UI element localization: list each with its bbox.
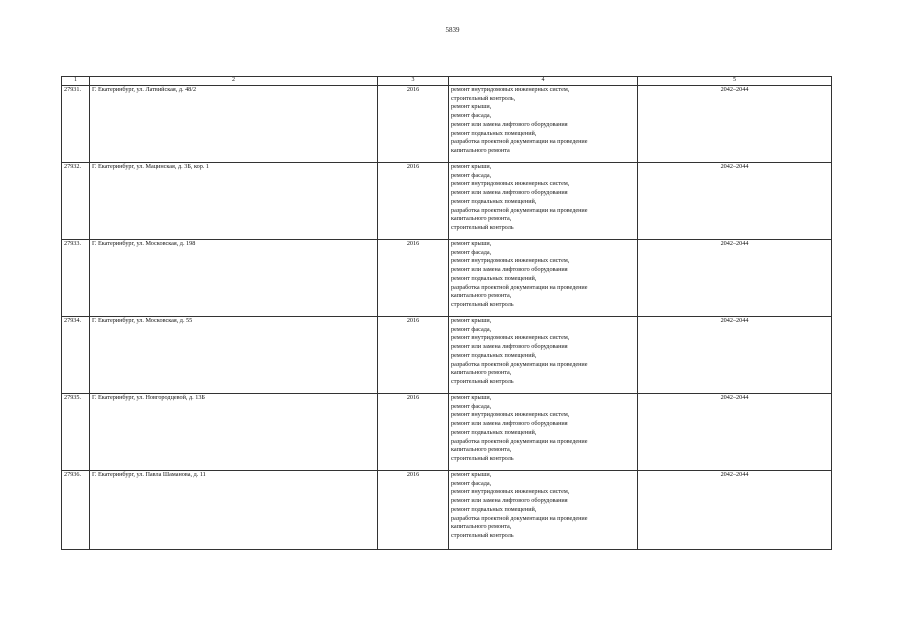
works-cell bbox=[449, 163, 638, 240]
period-cell: 2042–2044 bbox=[638, 317, 832, 394]
year-cell: 2016 bbox=[378, 240, 449, 317]
work-item: ремонт или замена лифтового оборудования bbox=[451, 343, 568, 351]
header-row bbox=[62, 77, 832, 86]
work-item: ремонт или замена лифтового оборудования bbox=[451, 189, 568, 197]
period-cell: 2042–2044 bbox=[638, 163, 832, 240]
work-item: капитального ремонта bbox=[451, 146, 510, 154]
year-cell: 2016 bbox=[378, 86, 449, 163]
work-item: ремонт фасада, bbox=[451, 112, 492, 120]
table-row bbox=[62, 317, 832, 394]
work-item: ремонт крыши, bbox=[451, 240, 492, 247]
header-col-2: 2 bbox=[90, 77, 378, 86]
work-item: разработка проектной документации на проведение bbox=[451, 514, 588, 522]
work-item: ремонт внутридомовых инженерных систем, bbox=[451, 334, 570, 342]
table-row bbox=[62, 86, 832, 163]
work-item: ремонт или замена лифтового оборудования bbox=[451, 120, 568, 128]
work-item: ремонт крыши, bbox=[451, 103, 492, 111]
work-item: ремонт или замена лифтового оборудования bbox=[451, 266, 568, 274]
period-cell: 2042–2044 bbox=[638, 394, 832, 471]
work-item: строительный контроль bbox=[451, 531, 514, 539]
page-number: 5839 bbox=[445, 26, 460, 34]
year-cell: 2016 bbox=[378, 317, 449, 394]
header-col-3: 3 bbox=[378, 77, 449, 86]
address-cell: Г. Екатеринбург, ул. Латвийская, д. 48/2 bbox=[90, 86, 378, 163]
work-item: ремонт фасада, bbox=[451, 325, 492, 333]
work-item: ремонт внутридомовых инженерных систем, bbox=[451, 86, 570, 93]
work-item: строительный контроль bbox=[451, 377, 514, 385]
table-row bbox=[62, 163, 832, 240]
work-item: ремонт крыши, bbox=[451, 394, 492, 401]
work-item: ремонт внутридомовых инженерных систем, bbox=[451, 180, 570, 188]
address-cell: Г. Екатеринбург, ул. Мацинская, д. 3Б, кор. 1 bbox=[90, 163, 378, 240]
work-item: ремонт фасада, bbox=[451, 479, 492, 487]
row-number: 27936. bbox=[62, 471, 90, 550]
work-item: ремонт фасада, bbox=[451, 171, 492, 179]
works-cell bbox=[449, 471, 638, 550]
address-cell: Г. Екатеринбург, ул. Московская, д. 198 bbox=[90, 240, 378, 317]
work-item: капитального ремонта, bbox=[451, 446, 512, 454]
year-cell: 2016 bbox=[378, 163, 449, 240]
address-cell: Г. Екатеринбург, ул. Новгородцевой, д. 13Б bbox=[90, 394, 378, 471]
work-item: ремонт подвальных помещений, bbox=[451, 505, 537, 513]
works-cell bbox=[449, 394, 638, 471]
table-row bbox=[62, 394, 832, 471]
repair-schedule-table bbox=[61, 76, 832, 550]
works-cell bbox=[449, 240, 638, 317]
works-cell bbox=[449, 317, 638, 394]
work-item: капитального ремонта, bbox=[451, 523, 512, 531]
work-item: ремонт подвальных помещений, bbox=[451, 428, 537, 436]
works-cell bbox=[449, 86, 638, 163]
work-item: строительный контроль bbox=[451, 300, 514, 308]
work-item: ремонт внутридомовых инженерных систем, bbox=[451, 257, 570, 265]
work-item: ремонт или замена лифтового оборудования bbox=[451, 420, 568, 428]
header-col-4: 4 bbox=[449, 77, 638, 86]
period-cell: 2042–2044 bbox=[638, 86, 832, 163]
header-col-1: 1 bbox=[62, 77, 90, 86]
table-row bbox=[62, 471, 832, 550]
work-item: ремонт подвальных помещений, bbox=[451, 351, 537, 359]
work-item: капитального ремонта, bbox=[451, 292, 512, 300]
work-item: ремонт подвальных помещений, bbox=[451, 274, 537, 282]
work-item: ремонт внутридомовых инженерных систем, bbox=[451, 488, 570, 496]
work-item: разработка проектной документации на проведение bbox=[451, 360, 588, 368]
work-item: строительный контроль bbox=[451, 223, 514, 231]
work-item: капитального ремонта, bbox=[451, 215, 512, 223]
table-body bbox=[62, 86, 832, 550]
row-number: 27935. bbox=[62, 394, 90, 471]
work-item: ремонт фасада, bbox=[451, 402, 492, 410]
table-row bbox=[62, 240, 832, 317]
row-number: 27934. bbox=[62, 317, 90, 394]
work-item: ремонт крыши, bbox=[451, 163, 492, 170]
period-cell: 2042–2044 bbox=[638, 471, 832, 550]
work-item: строительный контроль, bbox=[451, 94, 516, 102]
year-cell: 2016 bbox=[378, 394, 449, 471]
work-item: ремонт фасада, bbox=[451, 248, 492, 256]
work-item: разработка проектной документации на проведение bbox=[451, 138, 588, 146]
work-item: разработка проектной документации на проведение bbox=[451, 437, 588, 445]
work-item: строительный контроль bbox=[451, 454, 514, 462]
address-cell: Г. Екатеринбург, ул. Московская, д. 55 bbox=[90, 317, 378, 394]
work-item: ремонт крыши, bbox=[451, 471, 492, 478]
work-item: разработка проектной документации на проведение bbox=[451, 206, 588, 214]
address-cell: Г. Екатеринбург, ул. Павла Шаманова, д. 11 bbox=[90, 471, 378, 550]
work-item: разработка проектной документации на проведение bbox=[451, 283, 588, 291]
period-cell: 2042–2044 bbox=[638, 240, 832, 317]
row-number: 27931. bbox=[62, 86, 90, 163]
year-cell: 2016 bbox=[378, 471, 449, 550]
work-item: ремонт подвальных помещений, bbox=[451, 197, 537, 205]
row-number: 27932. bbox=[62, 163, 90, 240]
work-item: ремонт или замена лифтового оборудования bbox=[451, 497, 568, 505]
row-number: 27933. bbox=[62, 240, 90, 317]
work-item: капитального ремонта, bbox=[451, 369, 512, 377]
header-col-5: 5 bbox=[638, 77, 832, 86]
work-item: ремонт подвальных помещений, bbox=[451, 129, 537, 137]
work-item: ремонт крыши, bbox=[451, 317, 492, 324]
work-item: ремонт внутридомовых инженерных систем, bbox=[451, 411, 570, 419]
